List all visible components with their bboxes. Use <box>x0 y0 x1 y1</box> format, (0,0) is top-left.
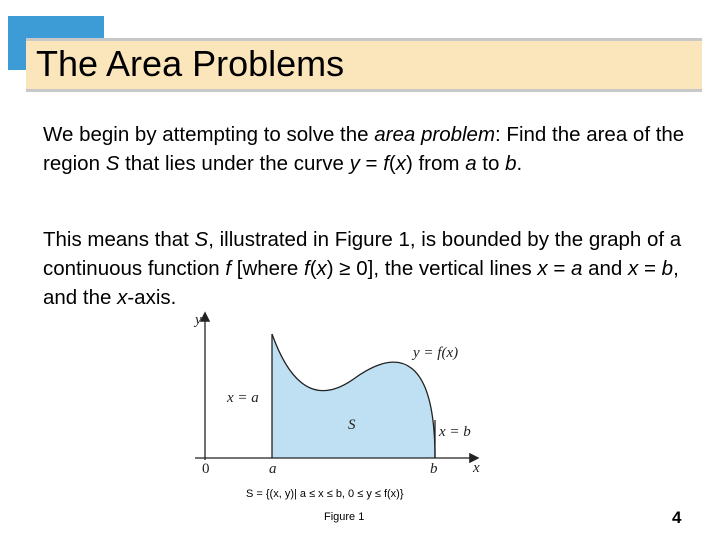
region-label: S <box>348 417 356 433</box>
x-axis-label: x <box>473 460 480 476</box>
b-tick-label: b <box>430 461 438 477</box>
y-axis-label: y <box>195 312 202 328</box>
figure-caption: Figure 1 <box>324 511 365 523</box>
a-tick-label: a <box>269 461 277 477</box>
figure-area-under-curve <box>185 308 495 484</box>
paragraph-region-definition: This means that S, illustrated in Figure 1, is bounded by the graph of a continuous function f [where f(x) ≥ 0], the vertical lines x = a and x = b, and the x-axis. <box>43 228 682 309</box>
line-b-label: x = b <box>439 424 471 440</box>
origin-label: 0 <box>202 461 210 477</box>
paragraph-area-problem: We begin by attempting to solve the area problem: Find the area of the region S that lies under the curve y = f(x) from a to b. <box>43 123 685 175</box>
set-definition: S = {(x, y)| a ≤ x ≤ b, 0 ≤ y ≤ f(x)} <box>246 488 404 500</box>
region-s <box>272 334 435 458</box>
page-number: 4 <box>672 508 682 527</box>
slide-title: The Area Problems <box>36 43 345 84</box>
line-a-label: x = a <box>227 390 259 406</box>
curve-label: y = f(x) <box>413 345 459 361</box>
